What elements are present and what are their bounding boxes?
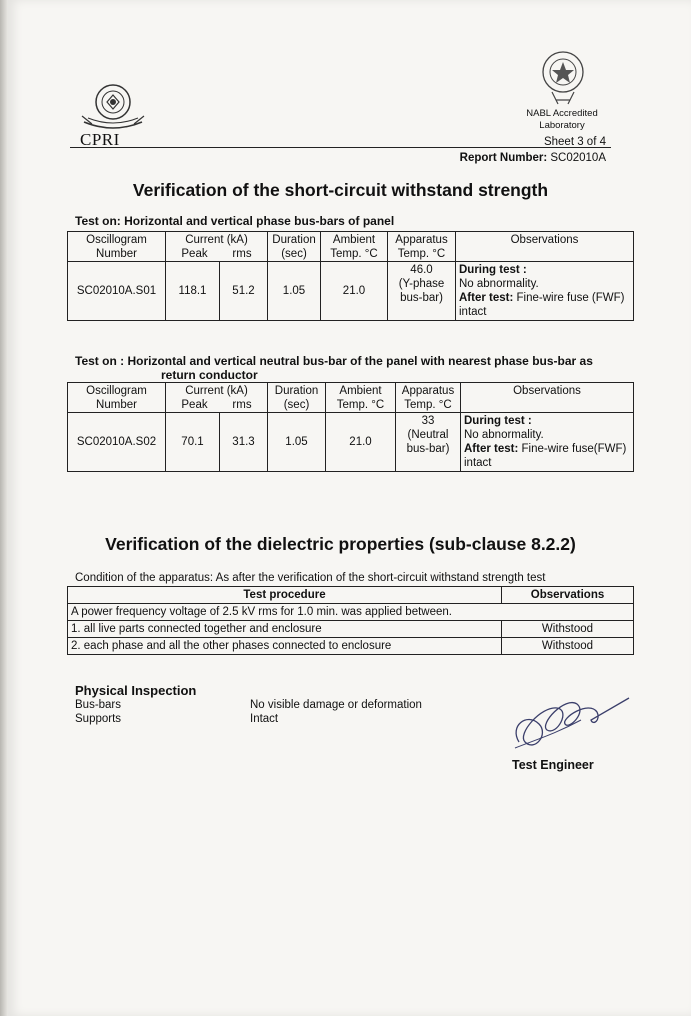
cell-procedure: 1. all live parts connected together and enclosure xyxy=(68,621,502,638)
header-ambient: Ambient Temp. °C xyxy=(321,232,388,262)
header-current: Current (kA) Peak rms xyxy=(166,232,268,262)
cell-observations: During test : No abnormality. After test: Fine-wire fuse (FWF) intact xyxy=(456,262,634,321)
inspection-label-supports: Supports xyxy=(75,713,122,725)
header-duration: Duration (sec) xyxy=(268,383,326,413)
cell-peak: 70.1 xyxy=(166,413,220,472)
cell-intro: A power frequency voltage of 2.5 kV rms for 1.0 min. was applied between. xyxy=(68,604,634,621)
cell-ambient: 21.0 xyxy=(326,413,396,472)
cell-observation: Withstood xyxy=(502,621,634,638)
header-apparatus: Apparatus Temp. °C xyxy=(396,383,461,413)
test-caption-2: Test on : Horizontal and vertical neutral bus-bar of the panel with nearest phase bus-bar as return conductor xyxy=(75,354,593,382)
test-engineer-label: Test Engineer xyxy=(512,758,594,772)
section-title-dielectric: Verification of the dielectric properties (sub-clause 8.2.2) xyxy=(105,534,576,554)
table-row xyxy=(68,413,634,472)
table-row xyxy=(68,638,634,655)
header-observations: Observations xyxy=(461,383,634,413)
header-apparatus: Apparatus Temp. °C xyxy=(388,232,456,262)
table-header-row xyxy=(68,232,634,262)
cell-duration: 1.05 xyxy=(268,413,326,472)
test-caption-1: Test on: Horizontal and vertical phase bus-bars of panel xyxy=(75,214,395,228)
header-oscillogram: Oscillogram Number xyxy=(68,232,166,262)
nabl-logo-icon xyxy=(538,50,588,106)
cell-apparatus: 46.0 (Y-phase bus-bar) xyxy=(388,262,456,321)
header-observations: Observations xyxy=(502,587,634,604)
cell-oscillogram: SC02010A.S01 xyxy=(68,262,166,321)
cell-procedure: 2. each phase and all the other phases connected to enclosure xyxy=(68,638,502,655)
apparatus-condition: Condition of the apparatus: As after the verification of the short-circuit withstand strength test xyxy=(75,572,546,584)
cell-observations: During test : No abnormality. After test: Fine-wire fuse(FWF) intact xyxy=(461,413,634,472)
nabl-line-1: NABL Accredited xyxy=(526,108,598,119)
nabl-accreditation-label xyxy=(512,108,612,132)
report-number-line xyxy=(380,152,606,164)
cell-rms: 51.2 xyxy=(220,262,268,321)
sheet-number: Sheet 3 of 4 xyxy=(543,136,606,148)
table-row xyxy=(68,262,634,321)
header-current: Current (kA) Peak rms xyxy=(166,383,268,413)
page-edge-shadow xyxy=(0,0,8,1016)
inspection-label-busbars: Bus-bars xyxy=(75,699,122,711)
signature-icon xyxy=(505,690,635,760)
header-ambient: Ambient Temp. °C xyxy=(326,383,396,413)
inspection-value-supports: Intact xyxy=(250,713,279,725)
short-circuit-table-2 xyxy=(67,382,634,472)
header-duration: Duration (sec) xyxy=(268,232,321,262)
cpri-logo-icon xyxy=(80,78,146,134)
table-row xyxy=(68,604,634,621)
short-circuit-table-1 xyxy=(67,231,634,321)
header-observations: Observations xyxy=(456,232,634,262)
table-header-row xyxy=(68,587,634,604)
cell-oscillogram: SC02010A.S02 xyxy=(68,413,166,472)
table-row xyxy=(68,621,634,638)
dielectric-table xyxy=(67,586,634,655)
report-number-value: SC02010A xyxy=(550,152,606,164)
header-test-procedure: Test procedure xyxy=(68,587,502,604)
cell-apparatus: 33 (Neutral bus-bar) xyxy=(396,413,461,472)
cell-duration: 1.05 xyxy=(268,262,321,321)
report-number-label: Report Number: xyxy=(459,152,548,164)
inspection-value-busbars: No visible damage or deformation xyxy=(250,699,422,711)
section-title-short-circuit: Verification of the short-circuit withstand strength xyxy=(132,180,549,200)
physical-inspection-heading: Physical Inspection xyxy=(75,683,197,698)
cell-ambient: 21.0 xyxy=(321,262,388,321)
cpri-label: CPRI xyxy=(80,130,120,149)
cell-observation: Withstood xyxy=(502,638,634,655)
header-oscillogram: Oscillogram Number xyxy=(68,383,166,413)
cell-peak: 118.1 xyxy=(166,262,220,321)
nabl-line-2: Laboratory xyxy=(539,120,585,131)
table-header-row xyxy=(68,383,634,413)
cell-rms: 31.3 xyxy=(220,413,268,472)
